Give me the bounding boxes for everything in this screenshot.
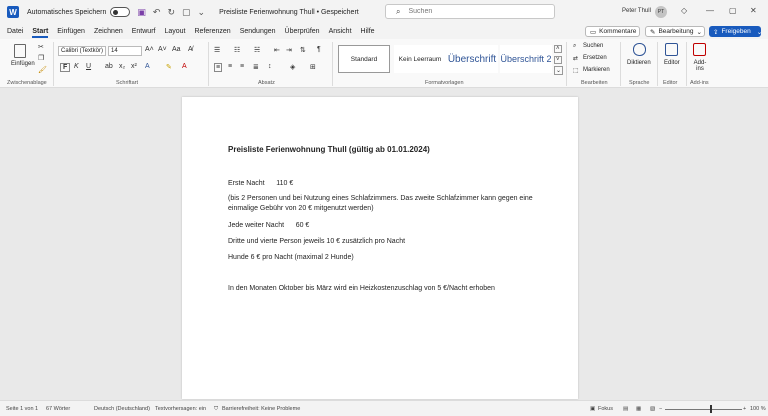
divider: [208, 42, 209, 86]
group-label-clipboard: Zwischenablage: [7, 80, 47, 86]
zoom-out-icon[interactable]: −: [659, 406, 663, 412]
bullets-icon[interactable]: ☰: [214, 47, 221, 54]
search-icon: ⌕: [573, 43, 577, 49]
borders-icon[interactable]: ⊞: [310, 64, 316, 71]
font-name-select[interactable]: Calibri (Textkör): [58, 46, 106, 56]
tab-entwurf[interactable]: Entwurf: [131, 28, 156, 35]
pilcrow-icon[interactable]: ¶: [317, 46, 321, 53]
editor-icon[interactable]: [665, 43, 678, 56]
cut-icon[interactable]: ✂: [38, 44, 44, 51]
document-paragraph[interactable]: Jede weiter Nacht 60 €: [228, 222, 310, 229]
copy-icon[interactable]: ❐: [38, 55, 45, 62]
addins-button[interactable]: Add-ins: [693, 60, 707, 72]
tab-ansicht[interactable]: Ansicht: [328, 28, 352, 35]
share-icon: ⇪: [713, 28, 719, 36]
print-layout-icon[interactable]: ▦: [636, 406, 642, 412]
grow-font-icon[interactable]: A˄: [145, 46, 154, 53]
language-indicator[interactable]: Deutsch (Deutschland): [94, 406, 150, 412]
select-icon: ⬚: [573, 68, 579, 74]
editing-mode-button[interactable]: [645, 26, 705, 37]
redo-icon[interactable]: ↻: [167, 6, 175, 17]
multilevel-list-icon[interactable]: ☵: [254, 47, 261, 54]
shading-icon[interactable]: ◈: [290, 64, 296, 71]
document-paragraph[interactable]: Dritte und vierte Person jeweils 10 € zusätzlich pro Nacht: [228, 238, 406, 245]
group-label-addins: Add-ins: [690, 80, 709, 86]
bold-icon[interactable]: F: [60, 63, 70, 72]
maximize-icon[interactable]: ▢: [729, 6, 737, 15]
addins-icon[interactable]: [693, 43, 706, 56]
styles-scroll-down-icon[interactable]: ˅: [556, 57, 560, 63]
word-logo-icon: W: [7, 6, 19, 18]
status-bar: [0, 400, 768, 416]
autosave-toggle[interactable]: [110, 7, 130, 17]
align-left-icon[interactable]: ≡: [216, 64, 221, 71]
dictate-button[interactable]: Diktieren: [627, 60, 651, 66]
justify-icon[interactable]: ≣: [253, 64, 259, 71]
change-case-icon[interactable]: Aa: [172, 46, 181, 53]
autosave-label: Automatisches Speichern: [27, 8, 107, 16]
tab-zeichnen[interactable]: Zeichnen: [93, 28, 123, 35]
group-label-editing: Bearbeiten: [581, 80, 608, 86]
increase-indent-icon[interactable]: ⇥: [286, 47, 292, 54]
select-button[interactable]: Markieren: [583, 67, 610, 73]
tab-sendungen[interactable]: Sendungen: [239, 28, 276, 35]
comments-button-label: Kommentare: [599, 28, 637, 35]
document-paragraph[interactable]: In den Monaten Oktober bis März wird ein Heizkostenzuschlag von 5 €/Nacht erhoben: [228, 285, 495, 292]
text-predictions[interactable]: Textvorhersagen: ein: [155, 406, 207, 412]
comments-button[interactable]: [585, 26, 640, 37]
clear-formatting-icon[interactable]: A̸: [188, 46, 193, 53]
user-name[interactable]: Peter Thull: [622, 8, 651, 14]
document-heading[interactable]: Preisliste Ferienwohnung Thull (gültig ab 01.01.2024): [228, 145, 430, 154]
tab-datei[interactable]: Datei: [7, 28, 24, 35]
save-icon[interactable]: ▣: [137, 6, 146, 17]
ribbon: [0, 39, 768, 88]
find-button[interactable]: Suchen: [583, 43, 604, 49]
subscript-icon[interactable]: x₂: [119, 63, 126, 70]
divider: [53, 42, 54, 86]
focus-icon: ▣: [590, 406, 596, 412]
undo-icon[interactable]: ↶: [152, 6, 161, 17]
style-no-spacing[interactable]: Kein Leerraum: [394, 45, 446, 73]
zoom-level[interactable]: 100 %: [750, 406, 766, 412]
align-center-icon[interactable]: ≡: [228, 63, 233, 70]
minimize-icon[interactable]: —: [706, 6, 714, 15]
page-count[interactable]: Seite 1 von 1: [6, 406, 39, 412]
divider: [686, 42, 687, 86]
document-paragraph[interactable]: Erste Nacht 110 €: [228, 180, 294, 187]
style-heading-2[interactable]: Überschrift 2: [500, 45, 552, 73]
font-color-icon[interactable]: A: [182, 63, 187, 70]
document-page[interactable]: [182, 97, 578, 399]
share-button[interactable]: [709, 26, 761, 37]
group-label-voice: Sprache: [629, 80, 650, 86]
strikethrough-icon[interactable]: ab: [105, 63, 113, 70]
accessibility-icon: ⛉: [214, 406, 219, 412]
tab-ueberpruefen[interactable]: Überprüfen: [284, 28, 320, 35]
title-bar: [0, 0, 768, 24]
group-label-editor: Editor: [663, 80, 678, 86]
zoom-slider[interactable]: [665, 409, 742, 410]
zoom-in-icon[interactable]: +: [743, 406, 747, 412]
search-input[interactable]: [408, 8, 538, 15]
divider: [657, 42, 658, 86]
group-label-font: Schriftart: [116, 80, 139, 86]
tab-einfuegen[interactable]: Einfügen: [57, 28, 85, 35]
focus-button[interactable]: Fokus: [598, 406, 613, 412]
close-icon[interactable]: ✕: [750, 6, 757, 15]
format-painter-icon[interactable]: 🖌: [38, 67, 47, 74]
tab-layout[interactable]: Layout: [164, 28, 186, 35]
tab-referenzen[interactable]: Referenzen: [194, 28, 231, 35]
style-standard[interactable]: Standard: [338, 45, 390, 73]
search-box[interactable]: [385, 4, 555, 19]
document-paragraph[interactable]: Hunde 6 € pro Nacht (maximal 2 Hunde): [228, 254, 354, 261]
read-mode-icon[interactable]: ▤: [623, 406, 629, 412]
italic-icon[interactable]: K: [74, 63, 79, 70]
divider: [332, 42, 333, 86]
tab-hilfe[interactable]: Hilfe: [360, 28, 375, 35]
pencil-icon: ✎: [650, 28, 656, 36]
group-label-paragraph: Absatz: [258, 80, 275, 86]
style-heading-1[interactable]: Überschrift: [446, 45, 498, 73]
divider: [566, 42, 567, 86]
align-right-icon[interactable]: ≡: [240, 63, 245, 70]
superscript-icon[interactable]: x²: [131, 63, 137, 70]
divider: [620, 42, 621, 86]
underline-icon[interactable]: U: [86, 63, 92, 70]
web-layout-icon[interactable]: ▧: [650, 406, 656, 412]
editing-mode-label: Bearbeitung: [658, 28, 694, 35]
replace-button[interactable]: Ersetzen: [583, 55, 607, 61]
clipboard-icon[interactable]: [14, 44, 26, 58]
replace-icon: ⇄: [573, 56, 579, 62]
group-label-styles: Formatvorlagen: [425, 80, 464, 86]
font-size-select[interactable]: 14: [108, 46, 142, 56]
sort-icon[interactable]: ⇅: [300, 47, 306, 54]
line-spacing-icon[interactable]: ↕: [268, 63, 272, 70]
styles-scroll-up-icon[interactable]: ˄: [556, 46, 560, 52]
highlight-icon[interactable]: ✎: [166, 64, 172, 71]
microphone-icon[interactable]: [633, 43, 646, 56]
comment-icon: ▭: [590, 28, 597, 36]
text-effects-icon[interactable]: A: [145, 63, 150, 70]
zoom-slider-thumb[interactable]: [710, 405, 712, 413]
document-paragraph[interactable]: (bis 2 Personen und bei Nutzung eines Schlafzimmers. Das zweite Schlafzimmer kann gegen eine einmalige Gebühr von 20 € mitgenutzt werden): [228, 195, 533, 212]
customize-toolbar-icon[interactable]: ⌄: [197, 6, 206, 17]
decrease-indent-icon[interactable]: ⇤: [274, 47, 280, 54]
search-icon: ⌕: [396, 6, 401, 16]
share-button-label: Freigeben: [721, 28, 751, 35]
chevron-down-icon: ⌄: [696, 28, 702, 36]
tab-start[interactable]: Start: [32, 28, 49, 35]
shrink-font-icon[interactable]: A˅: [158, 46, 167, 53]
vertical-scrollbar[interactable]: [760, 88, 768, 400]
paste-button[interactable]: Einfügen: [11, 61, 35, 67]
diamond-icon[interactable]: ◇: [681, 6, 688, 15]
avatar[interactable]: PT: [655, 6, 667, 18]
share-dropdown-icon[interactable]: ⌄: [756, 28, 763, 36]
document-title[interactable]: Preisliste Ferienwohnung Thull • Gespeichert: [219, 8, 359, 16]
numbering-icon[interactable]: ☷: [234, 47, 241, 54]
layout-icon[interactable]: ▢: [182, 6, 191, 17]
styles-more-icon[interactable]: ⌄: [556, 68, 562, 74]
editor-button[interactable]: Editor: [664, 60, 680, 66]
word-count[interactable]: 67 Wörter: [46, 406, 71, 412]
accessibility-status[interactable]: Barrierefreiheit: Keine Probleme: [222, 406, 301, 412]
